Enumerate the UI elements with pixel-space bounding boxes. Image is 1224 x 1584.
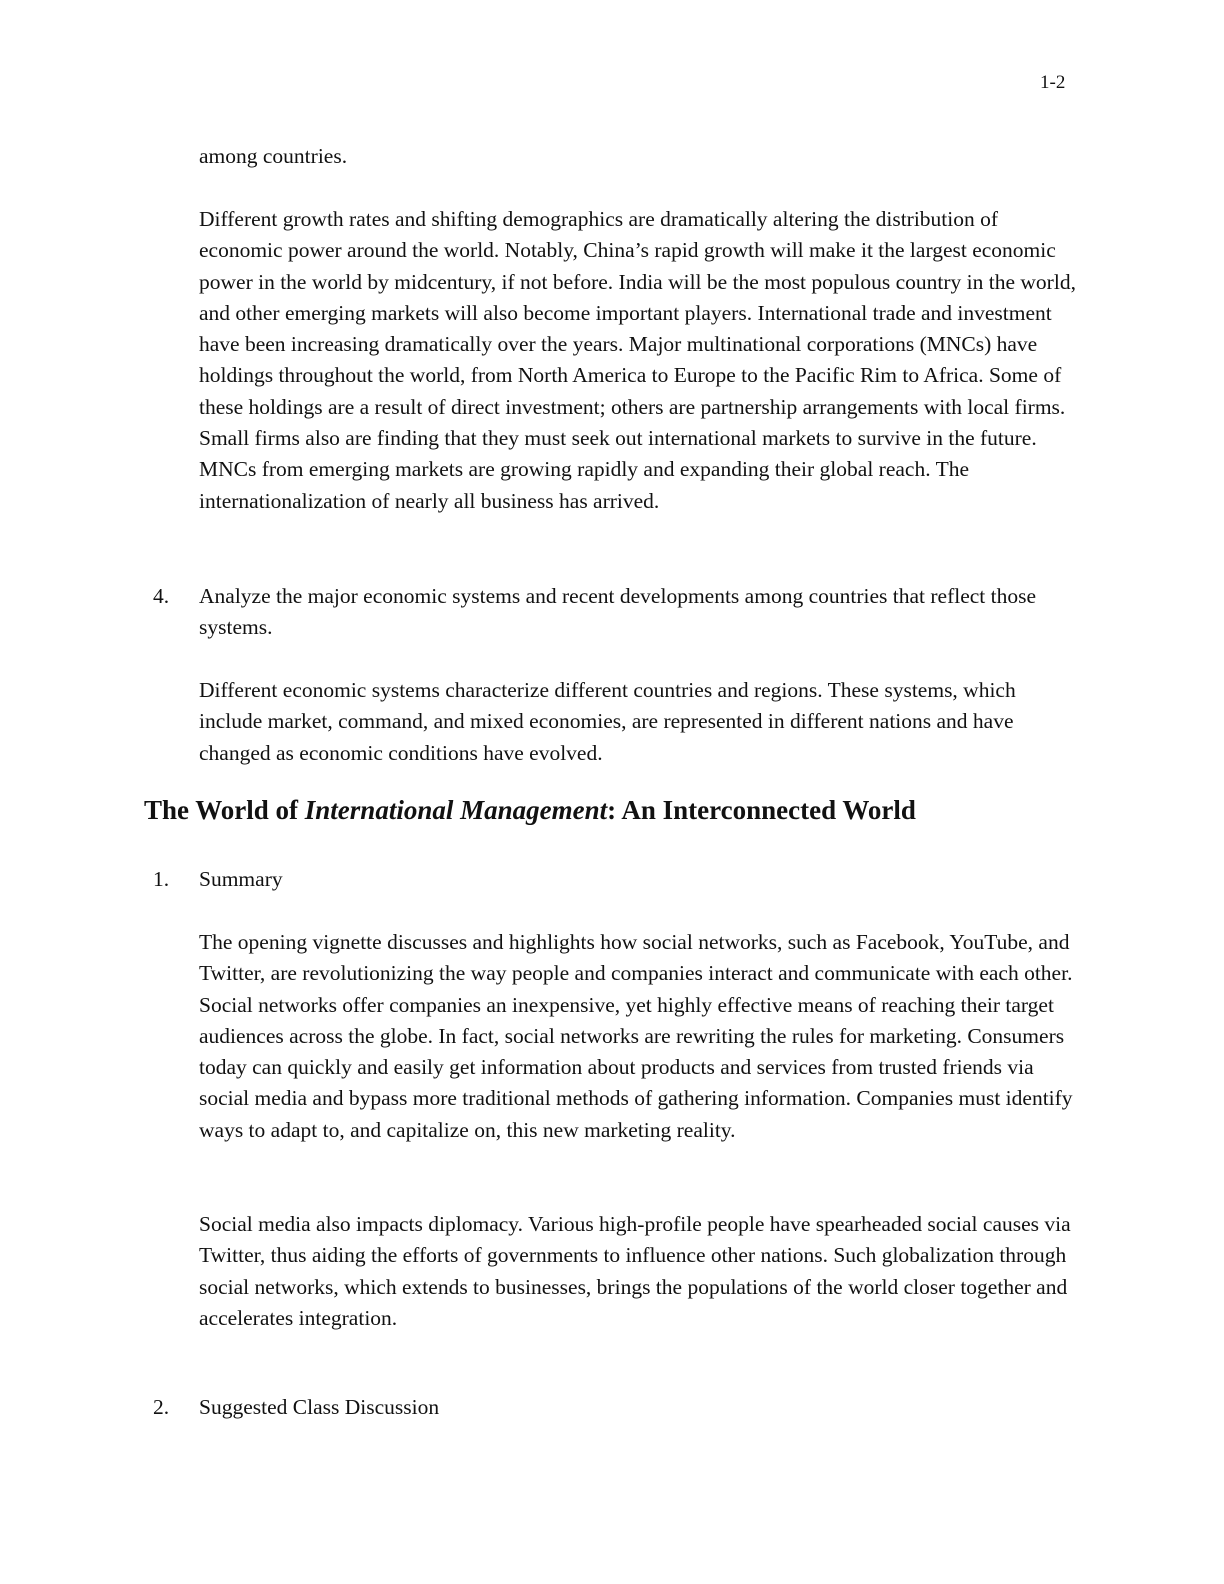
- section-heading-suffix: : An Interconnected World: [607, 795, 916, 825]
- economic-systems-paragraph: Different economic systems characterize different countries and regions. These systems, which include market, command, and mixed economies, are represented in different nations and have changed as economic conditions have evolved.: [199, 678, 1016, 765]
- continuation-text: among countries.: [199, 144, 348, 168]
- section-heading-italic: International Management: [304, 795, 608, 825]
- summary-paragraph-1: The opening vignette discusses and highlights how social networks, such as Facebook, YouTube, and Twitter, are revolutionizing the way people and companies interact and communicate with each other. Social networks offer companies an inexpensive, yet highly effective means of reaching their target audiences across the globe. In fact, social networks are rewriting the rules for marketing. Consumers today can quickly and easily get information about products and services from trusted friends via social media and bypass more traditional methods of gathering information. Companies must identify ways to adapt to, and capitalize on, this new marketing reality.: [199, 930, 1073, 1142]
- summary-paragraph-2: Social media also impacts diplomacy. Various high-profile people have spearheaded social causes via Twitter, thus aiding the efforts of governments to influence other nations. Such globalization through social networks, which extends to businesses, brings the populations of the world closer together and accelerates integration.: [199, 1212, 1071, 1330]
- page-number: 1-2: [1040, 72, 1066, 93]
- list-item-2-label: Suggested Class Discussion: [199, 1395, 440, 1419]
- list-item-4-text: Analyze the major economic systems and recent developments among countries that reflect those systems.: [199, 584, 1037, 640]
- list-item-number-2: 2.: [153, 1395, 170, 1419]
- list-item-number-1: 1.: [153, 867, 170, 891]
- list-item-number-4: 4.: [153, 584, 170, 608]
- growth-paragraph: Different growth rates and shifting demographics are dramatically altering the distribution of economic power around the world. Notably, China’s rapid growth will make it the largest economic power in the world by midcentury, if not before. India will be the most populous country in the world, and other emerging markets will also become important players. International trade and investment have been increasing dramatically over the years. Major multinational corporations (MNCs) have holdings throughout the world, from North America to Europe to the Pacific Rim to Africa. Some of these holdings are a result of direct investment; others are partnership arrangements with local firms. Small firms also are finding that they must seek out international markets to survive in the future. MNCs from emerging markets are growing rapidly and expanding their global reach. The internationalization of nearly all business has arrived.: [199, 207, 1076, 513]
- list-item-1-label: Summary: [199, 867, 283, 891]
- section-heading-prefix: The World of: [144, 795, 305, 825]
- section-heading: [144, 795, 916, 826]
